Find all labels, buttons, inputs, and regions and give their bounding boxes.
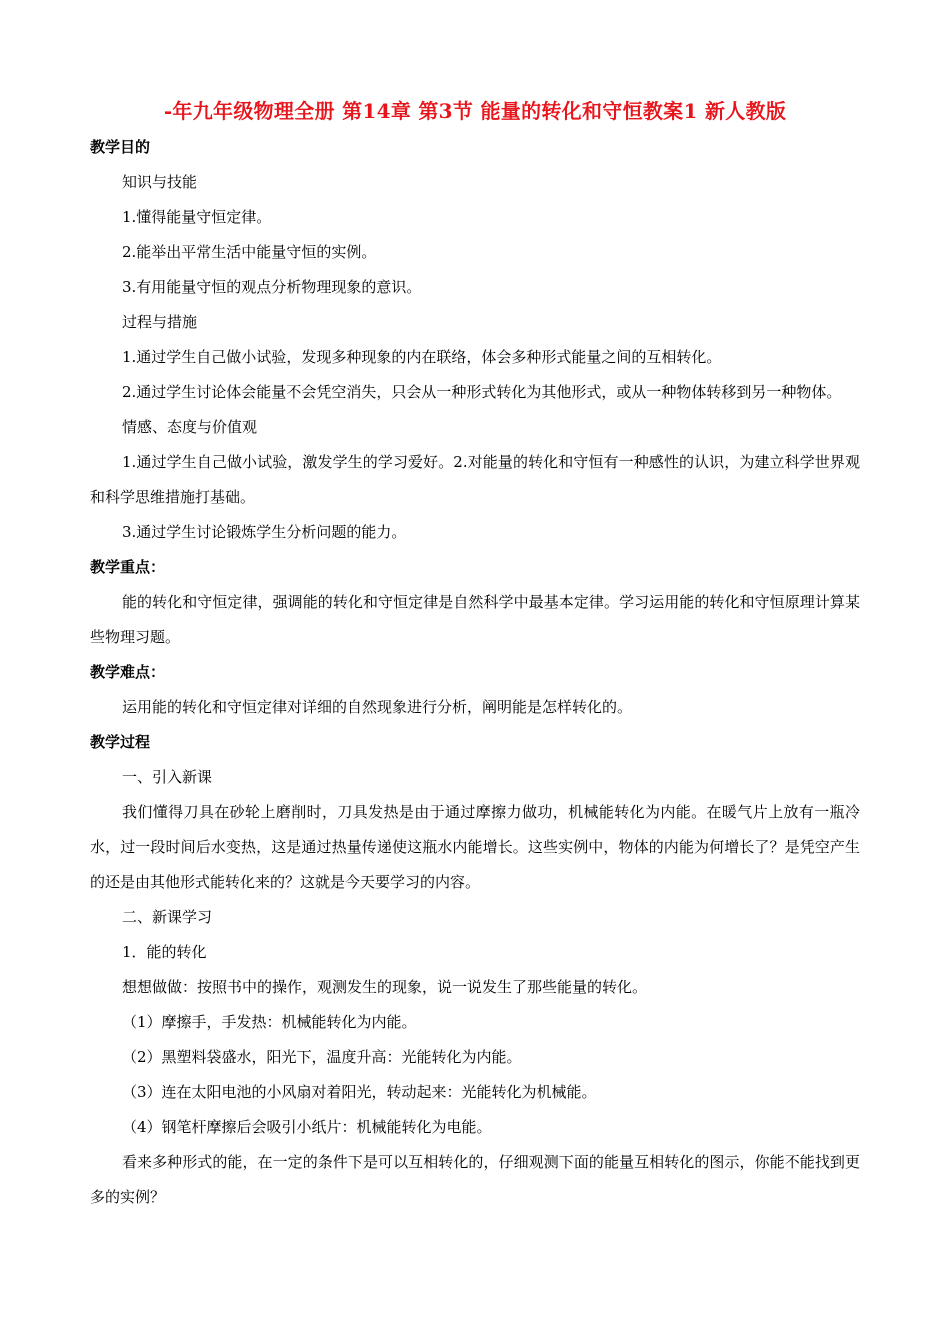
body-paragraph: 1.通过学生自己做小试验，发现多种现象的内在联络，体会多种形式能量之间的互相转化。 [122, 348, 722, 366]
body-paragraph: 能的转化和守恒定律，强调能的转化和守恒定律是自然科学中最基本定律。学习运用能的转化和守恒原理计算某些物理习题。 [90, 593, 860, 646]
body-paragraph: 2.通过学生讨论体会能量不会凭空消失，只会从一种形式转化为其他形式，或从一种物体转移到另一种物体。 [122, 383, 842, 401]
body-paragraph: 想想做做：按照书中的操作，观测发生的现象，说一说发生了那些能量的转化。 [122, 978, 648, 996]
body-paragraph: （2）黑塑料袋盛水，阳光下，温度升高：光能转化为内能。 [122, 1048, 522, 1066]
body-paragraph: 知识与技能 [122, 173, 198, 191]
section-heading: 教学重点： [90, 558, 166, 576]
body-paragraph: 3.通过学生讨论锻炼学生分析问题的能力。 [122, 523, 407, 541]
body-paragraph: （1）摩擦手，手发热：机械能转化为内能。 [122, 1013, 417, 1031]
body-paragraph: 1．能的转化 [122, 943, 207, 961]
section-heading: 教学目的 [90, 138, 151, 156]
body-paragraph: 1.懂得能量守恒定律。 [122, 208, 272, 226]
body-paragraph: 运用能的转化和守恒定律对详细的自然现象进行分析，阐明能是怎样转化的。 [122, 698, 633, 716]
body-paragraph: 二、新课学习 [122, 908, 213, 926]
document-title: -年九年级物理全册 第14章 第3节 能量的转化和守恒教案1 新人教版 [163, 99, 787, 123]
section-heading: 教学难点： [90, 663, 166, 681]
body-paragraph: （3）连在太阳电池的小风扇对着阳光，转动起来：光能转化为机械能。 [122, 1083, 597, 1101]
body-paragraph: 2.能举出平常生活中能量守恒的实例。 [122, 243, 377, 261]
body-paragraph: 看来多种形式的能，在一定的条件下是可以互相转化的，仔细观测下面的能量互相转化的图示，你能不能找到更多的实例？ [90, 1153, 860, 1206]
body-paragraph: 3.有用能量守恒的观点分析物理现象的意识。 [122, 278, 422, 296]
body-paragraph: 1.通过学生自己做小试验，激发学生的学习爱好。2.对能量的转化和守恒有一种感性的认识，为建立科学世界观和科学思维措施打基础。 [90, 453, 860, 506]
body-paragraph: 一、引入新课 [122, 768, 213, 786]
body-paragraph: 过程与措施 [122, 313, 198, 331]
body-paragraph: （4）钢笔杆摩擦后会吸引小纸片：机械能转化为电能。 [122, 1118, 492, 1136]
document-body [90, 130, 860, 1215]
body-paragraph: 情感、态度与价值观 [122, 418, 258, 436]
section-heading: 教学过程 [90, 733, 151, 751]
body-paragraph: 我们懂得刀具在砂轮上磨削时，刀具发热是由于通过摩擦力做功，机械能转化为内能。在暖气片上放有一瓶冷水，过一段时间后水变热，这是通过热量传递使这瓶水内能增长。这些实例中，物体的内能为何增长了？是凭空产生的还是由其他形式能转化来的？这就是今天要学习的内容。 [90, 803, 860, 891]
